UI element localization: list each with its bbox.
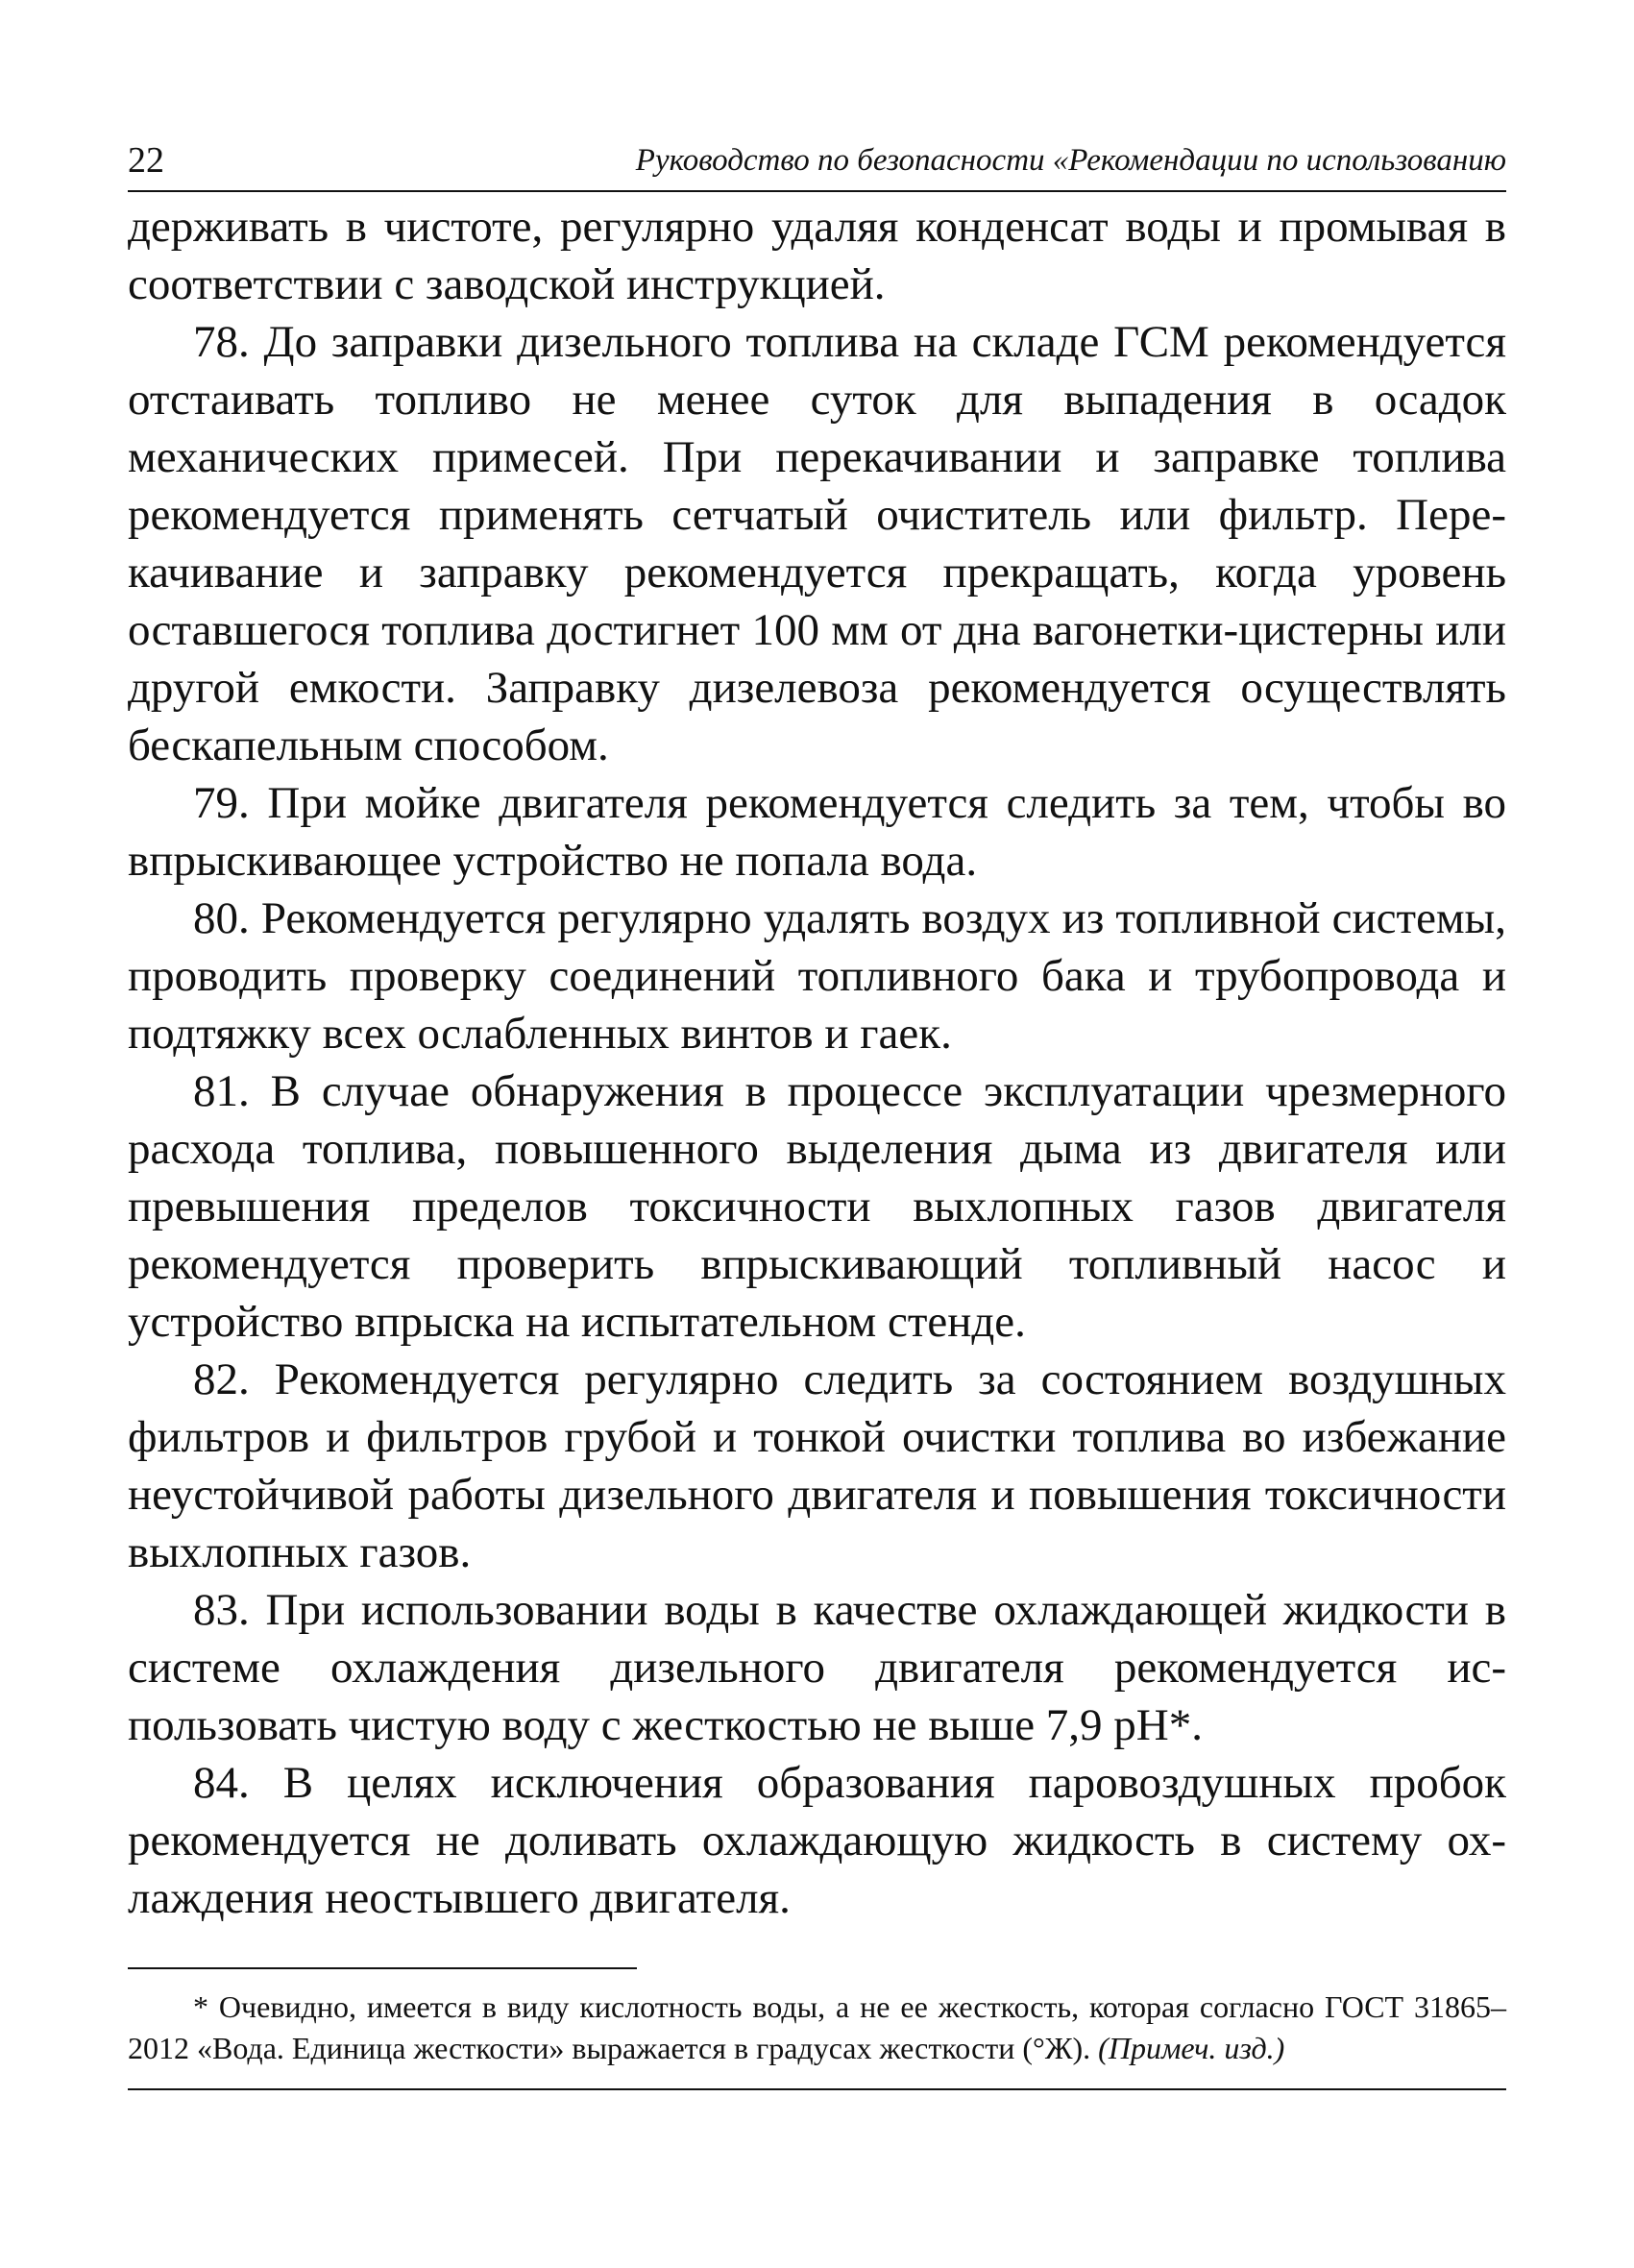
running-title: Руководство по безопасности «Рекомендации по использованию [635, 143, 1506, 178]
document-page [128, 134, 1506, 2090]
paragraph-80: 80. Рекомендуется регулярно удалять воздух из топливной системы, проводить проверку соединений топливного бака и трубопровода и подтяжку всех ослабленных винтов и гаек. [128, 893, 1506, 1059]
paragraph-78: 78. До заправки дизельного топлива на складе ГСМ рекомендуется отстаивать топливо не менее суток для выпадения в осадок механических примесей. При перекачивании и заправке топлива рекомендуется применять сетчатый очиститель или фильтр. Перекачивание и заправку рекомендуется прекращать, когда уровень оставшегося топлива достигнет 100 мм от дна вагонетки-цистерны или другой емкости. Заправку дизелевоза рекомендуется осуществлять бескапельным способом. [128, 317, 1506, 770]
paragraph-81: 81. В случае обнаружения в процессе эксплуатации чрезмерного расхода топлива, повышенного выделения дыма из двигателя или превышения пределов токсичности выхлопных газов двигателя рекомендуется проверить впрыскивающий топливный насос и устройство впрыска на испытательном стенде. [128, 1066, 1506, 1347]
paragraph-82: 82. Рекомендуется регулярно следить за состоянием воздушных фильтров и фильтров грубой и тонкой очистки топлива во избежание неустойчивой работы дизельного двигателя и повышения токсичности выхлопных газов. [128, 1354, 1506, 1577]
footnote [128, 1987, 1506, 2069]
paragraph-continuation: держивать в чистоте, регулярно удаляя конденсат воды и промывая в соответствии с заводской инструкцией. [128, 202, 1506, 309]
running-header [128, 134, 1506, 192]
paragraph-84: 84. В целях исключения образования паровоздушных пробок рекомендуется не доливать охлаждающую жидкость в систему охлаждения неостывшего двигателя. [128, 1758, 1506, 1923]
paragraph-79: 79. При мойке двигателя рекомендуется следить за тем, чтобы во впрыскивающее устройство не попала вода. [128, 778, 1506, 886]
page-number: 22 [128, 140, 164, 181]
footnote-text: * Очевидно, имеется в виду кислотность воды, а не ее жесткость, которая согласно ГОСТ 31865–2012 «Вода. Единица жесткости» выражается в градусах жесткости (°Ж). [128, 1989, 1506, 2065]
body-text [128, 198, 1506, 1927]
footnote-editor-note: (Примеч. изд.) [1098, 2031, 1285, 2065]
footnote-divider [128, 1967, 637, 1969]
paragraph-83: 83. При использовании воды в качестве охлаждающей жидкости в системе охлаждения дизельного двигателя рекомендуется использовать чистую воду с жесткостью не выше 7,9 pH*. [128, 1585, 1506, 1750]
bottom-divider [128, 2088, 1506, 2090]
